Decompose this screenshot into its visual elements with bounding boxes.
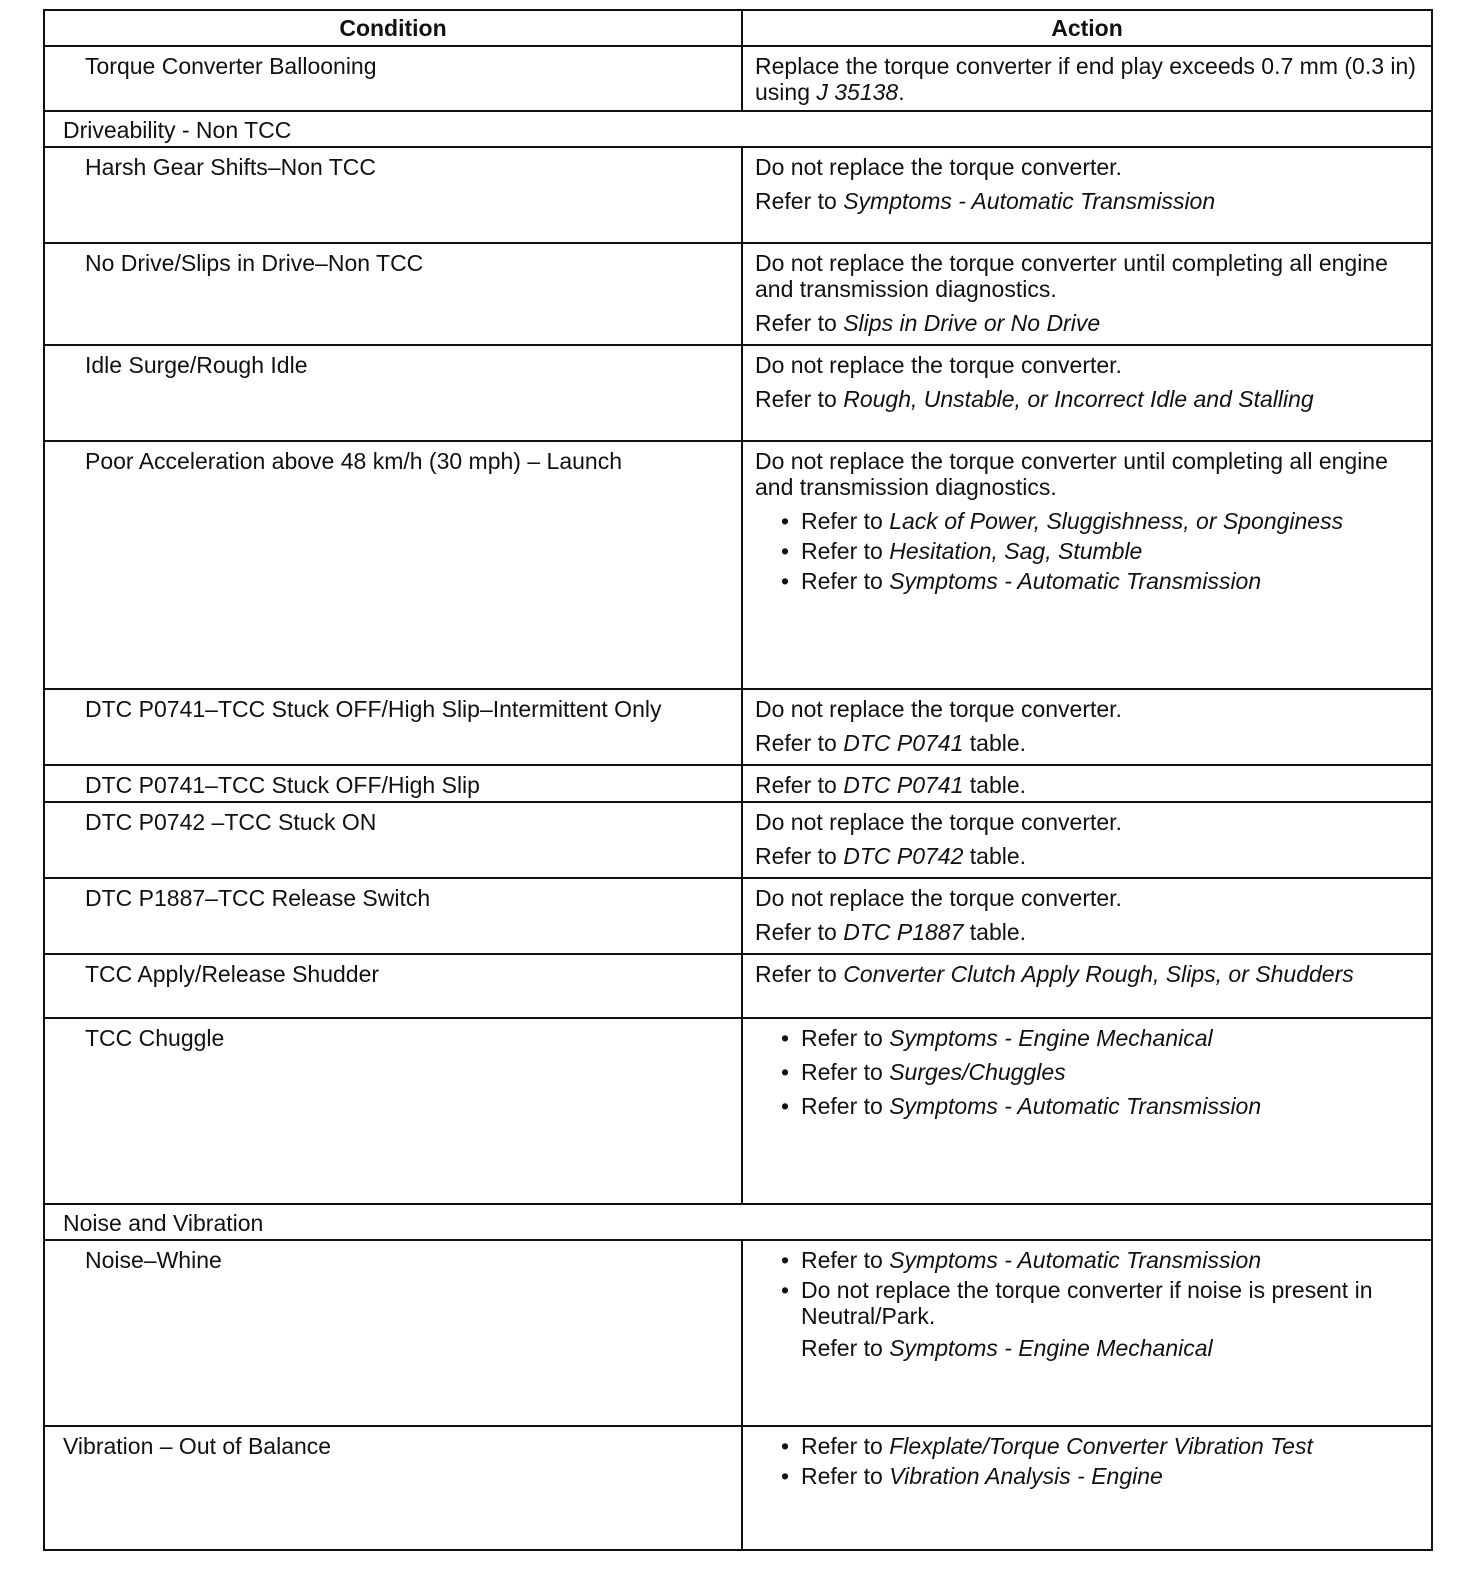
- reference-link[interactable]: Hesitation, Sag, Stumble: [889, 538, 1143, 564]
- table-row: [44, 1426, 1432, 1550]
- list-item: [781, 1433, 1421, 1459]
- refer-text: table.: [963, 772, 1027, 798]
- header-row: [44, 10, 1432, 46]
- reference-line: [755, 730, 1421, 756]
- action-text: Do not replace the torque converter until completing all engine and transmission diagnostics.: [755, 448, 1388, 500]
- refer-text: table.: [963, 843, 1027, 869]
- refer-text: Refer to: [801, 1335, 890, 1361]
- table-row: [44, 46, 1432, 111]
- refer-text: Refer to: [755, 730, 844, 756]
- reference-link[interactable]: Symptoms - Automatic Transmission: [889, 1247, 1262, 1273]
- action-text: Do not replace the torque converter.: [755, 352, 1122, 378]
- list-item: [781, 1247, 1421, 1273]
- table-row: [44, 441, 1432, 689]
- diagnosis-table: [43, 9, 1433, 1551]
- refer-text: table.: [963, 730, 1027, 756]
- reference-link[interactable]: Symptoms - Engine Mechanical: [889, 1025, 1213, 1051]
- action-cell: [742, 345, 1432, 441]
- reference-link[interactable]: Surges/Chuggles: [889, 1059, 1066, 1085]
- table-row: [44, 1240, 1432, 1426]
- list-item: [781, 1277, 1421, 1329]
- reference-line: [755, 961, 1421, 987]
- reference-link[interactable]: Flexplate/Torque Converter Vibration Test: [889, 1433, 1313, 1459]
- action-cell: [742, 147, 1432, 243]
- list-item: [781, 1059, 1421, 1085]
- refer-text: table.: [963, 919, 1027, 945]
- action-text: Do not replace the torque converter.: [755, 696, 1122, 722]
- action-text: Replace the torque converter if end play exceeds 0.7 mm (0.3 in) using: [755, 53, 1416, 105]
- action-cell: [742, 1426, 1432, 1550]
- reference-line: [755, 919, 1421, 945]
- header-condition: Condition: [44, 10, 742, 46]
- condition-cell: DTC P0741–TCC Stuck OFF/High Slip–Intermittent Only: [44, 689, 742, 765]
- refer-text: Refer to: [801, 568, 890, 594]
- section-row: [44, 1204, 1432, 1240]
- section-heading: Driveability - Non TCC: [44, 111, 1432, 147]
- list-item: [781, 508, 1421, 534]
- tool-reference: J 35138: [816, 79, 899, 105]
- condition-cell: TCC Chuggle: [44, 1018, 742, 1204]
- reference-link[interactable]: Symptoms - Automatic Transmission: [889, 568, 1262, 594]
- refer-text: Refer to: [801, 1025, 890, 1051]
- reference-line: [755, 188, 1421, 214]
- table-row: [44, 147, 1432, 243]
- action-cell: [742, 954, 1432, 1018]
- refer-text: Refer to: [801, 538, 890, 564]
- refer-text: Refer to: [755, 919, 844, 945]
- reference-link[interactable]: Rough, Unstable, or Incorrect Idle and Stalling: [843, 386, 1314, 412]
- reference-link[interactable]: Slips in Drive or No Drive: [843, 310, 1101, 336]
- refer-text: Refer to: [801, 1247, 890, 1273]
- action-cell: [742, 441, 1432, 689]
- refer-text: Refer to: [755, 188, 844, 214]
- reference-line: [755, 386, 1421, 412]
- reference-list: [755, 1247, 1421, 1329]
- condition-cell: No Drive/Slips in Drive–Non TCC: [44, 243, 742, 345]
- reference-link[interactable]: Symptoms - Engine Mechanical: [889, 1335, 1213, 1361]
- reference-line: [755, 310, 1421, 336]
- section-heading: Noise and Vibration: [44, 1204, 1432, 1240]
- condition-cell: DTC P1887–TCC Release Switch: [44, 878, 742, 954]
- refer-text: Refer to: [801, 1093, 890, 1119]
- refer-text: Refer to: [801, 508, 890, 534]
- action-cell: [742, 243, 1432, 345]
- action-cell: [742, 689, 1432, 765]
- reference-list: [755, 1025, 1421, 1119]
- condition-cell: TCC Apply/Release Shudder: [44, 954, 742, 1018]
- table-row: [44, 689, 1432, 765]
- reference-link[interactable]: DTC P0741: [843, 730, 964, 756]
- refer-text: Refer to: [801, 1463, 890, 1489]
- reference-list: [755, 1433, 1421, 1489]
- table-row: [44, 954, 1432, 1018]
- action-text: .: [898, 79, 905, 105]
- condition-cell: Torque Converter Ballooning: [44, 46, 742, 111]
- reference-line: [755, 772, 1421, 798]
- refer-text: Refer to: [755, 843, 844, 869]
- reference-link[interactable]: Symptoms - Automatic Transmission: [889, 1093, 1262, 1119]
- reference-link[interactable]: DTC P0741: [843, 772, 964, 798]
- condition-cell: Poor Acceleration above 48 km/h (30 mph) – Launch: [44, 441, 742, 689]
- action-cell: [742, 878, 1432, 954]
- refer-text: Refer to: [801, 1433, 890, 1459]
- section-row: [44, 111, 1432, 147]
- list-item: [781, 1093, 1421, 1119]
- action-text: Do not replace the torque converter.: [755, 154, 1122, 180]
- reference-line: [755, 843, 1421, 869]
- reference-link[interactable]: Symptoms - Automatic Transmission: [843, 188, 1216, 214]
- condition-cell: Vibration – Out of Balance: [44, 1426, 742, 1550]
- action-cell: [742, 765, 1432, 802]
- refer-text: Refer to: [801, 1059, 890, 1085]
- table-row: [44, 1018, 1432, 1204]
- reference-link[interactable]: Lack of Power, Sluggishness, or Sponginess: [889, 508, 1344, 534]
- action-text: Do not replace the torque converter.: [755, 885, 1122, 911]
- list-item: [781, 1025, 1421, 1051]
- refer-text: Refer to: [755, 386, 844, 412]
- reference-link[interactable]: Converter Clutch Apply Rough, Slips, or Shudders: [843, 961, 1354, 987]
- reference-link[interactable]: Vibration Analysis - Engine: [889, 1463, 1163, 1489]
- condition-cell: Noise–Whine: [44, 1240, 742, 1426]
- header-action: Action: [742, 10, 1432, 46]
- reference-link[interactable]: DTC P1887: [843, 919, 964, 945]
- reference-link[interactable]: DTC P0742: [843, 843, 964, 869]
- reference-line: [801, 1335, 1421, 1361]
- reference-list: [755, 508, 1421, 594]
- action-cell: [742, 46, 1432, 111]
- action-text: Do not replace the torque converter if noise is present in Neutral/Park.: [801, 1277, 1373, 1329]
- table-row: [44, 765, 1432, 802]
- condition-cell: DTC P0741–TCC Stuck OFF/High Slip: [44, 765, 742, 802]
- condition-cell: Harsh Gear Shifts–Non TCC: [44, 147, 742, 243]
- refer-text: Refer to: [755, 961, 844, 987]
- table-row: [44, 878, 1432, 954]
- refer-text: Refer to: [755, 310, 844, 336]
- condition-cell: Idle Surge/Rough Idle: [44, 345, 742, 441]
- refer-text: Refer to: [755, 772, 844, 798]
- list-item: [781, 538, 1421, 564]
- table-row: [44, 345, 1432, 441]
- action-cell: [742, 1018, 1432, 1204]
- table-row: [44, 243, 1432, 345]
- list-item: [781, 568, 1421, 594]
- action-cell: [742, 1240, 1432, 1426]
- table-row: [44, 802, 1432, 878]
- action-cell: [742, 802, 1432, 878]
- action-text: Do not replace the torque converter.: [755, 809, 1122, 835]
- list-item: [781, 1463, 1421, 1489]
- condition-cell: DTC P0742 –TCC Stuck ON: [44, 802, 742, 878]
- action-text: Do not replace the torque converter until completing all engine and transmission diagnostics.: [755, 250, 1388, 302]
